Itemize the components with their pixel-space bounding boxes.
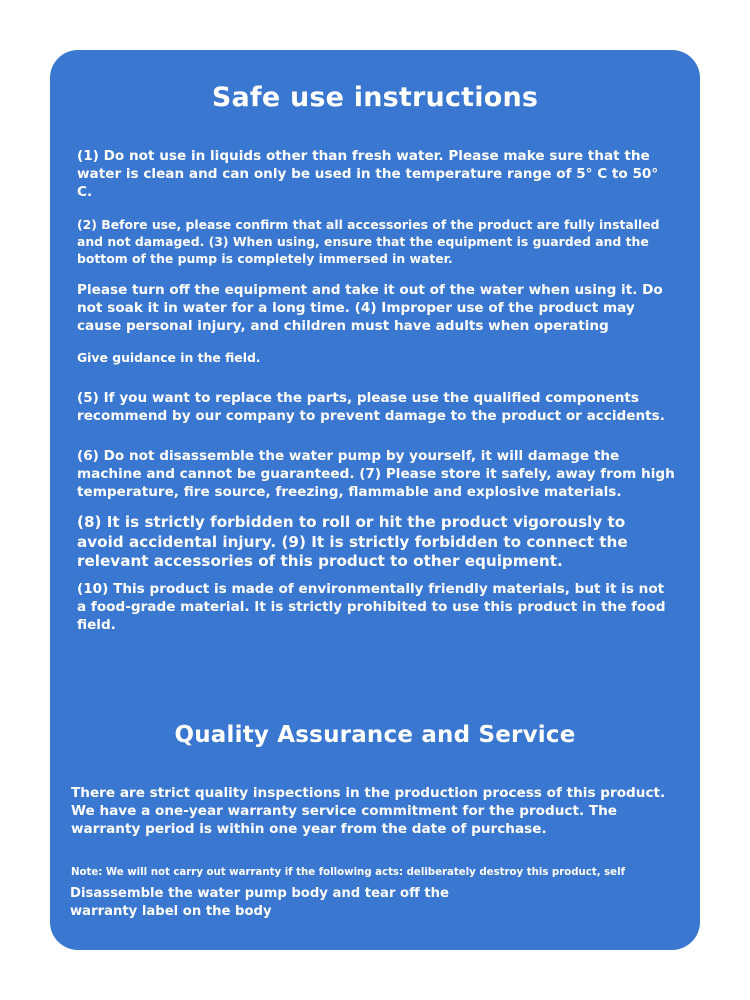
safe-use-heading: Safe use instructions: [211, 82, 539, 113]
warranty-exclusion-text: Disassemble the water pump body and tear off the warranty label on the body: [70, 886, 450, 919]
instruction-paragraph-2: (2) Before use, please confirm that all accessories of the product are fully installed and not damaged. (3) When using, ensure that the equipment is guarded and the bottom of the pump is completely immersed in water.: [77, 217, 660, 266]
quality-assurance-heading: Quality Assurance and Service: [174, 722, 576, 748]
instruction-paragraph-3: Please turn off the equipment and take it out of the water when using it. Do not soak it in water for a long time. (4) Improper use of the product may cause personal injury, and children must have adults when operating: [77, 282, 663, 334]
instruction-paragraph-10: (10) This product is made of environmentally friendly materials, but it is not a food-grade material. It is strictly prohibited to use this product in the food field.: [77, 581, 666, 633]
instruction-paragraph-4: Give guidance in the field.: [77, 350, 261, 365]
instruction-paragraph-8: (8) It is strictly forbidden to roll or hit the product vigorously to avoid accidental injury. (9) It is strictly forbidden to connect the relevant accessories of this product to other equipment.: [77, 513, 628, 570]
instruction-paragraph-5: (5) If you want to replace the parts, please use the qualified components recommend by our company to prevent damage to the product or accidents.: [77, 390, 665, 424]
warranty-note: Note: We will not carry out warranty if the following acts: deliberately destroy this product, self: [71, 867, 626, 878]
instructions-panel: [50, 50, 700, 950]
quality-assurance-text: There are strict quality inspections in the production process of this product. We have a one-year warranty service commitment for the product. The warranty period is within one year from the date of purchase.: [71, 785, 666, 837]
instruction-paragraph-6: (6) Do not disassemble the water pump by yourself, it will damage the machine and cannot be guaranteed. (7) Please store it safely, away from high temperature, fire source, freezing, flammable and explosive materials.: [77, 448, 675, 500]
instruction-paragraph-1: (1) Do not use in liquids other than fresh water. Please make sure that the water is clean and can only be used in the temperature range of 5° C to 50° C.: [77, 148, 659, 200]
